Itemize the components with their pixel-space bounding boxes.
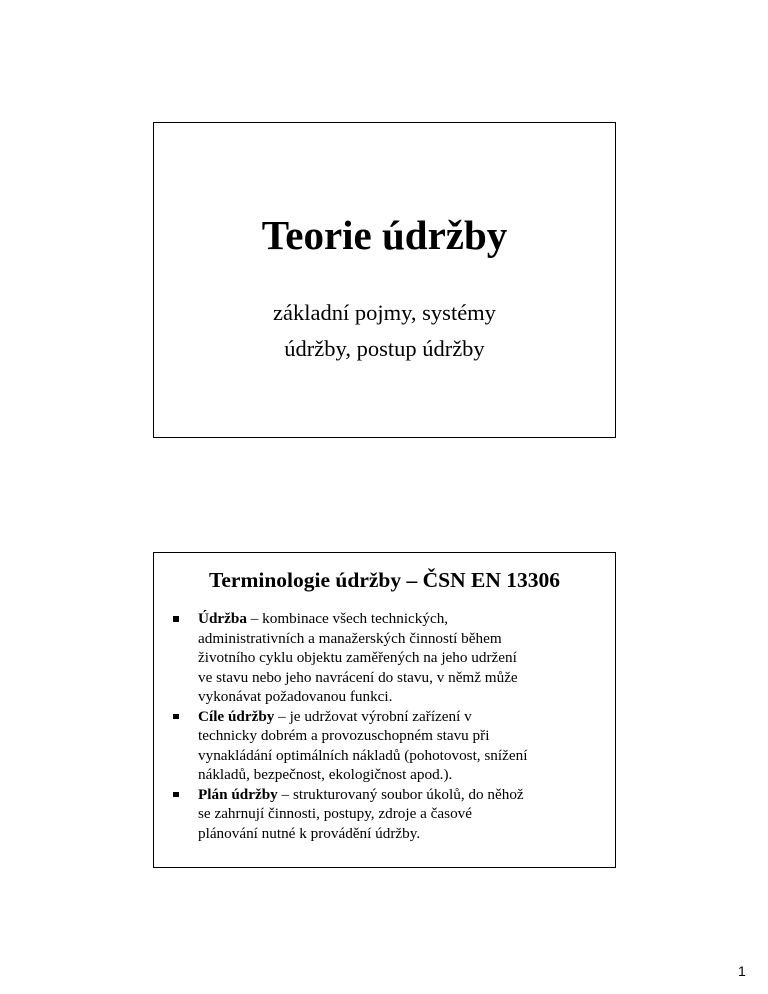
page-number: 1 bbox=[738, 963, 746, 979]
slide-1-subtitle-line-2: údržby, postup údržby bbox=[284, 336, 485, 361]
bullet-text: administrativních a manažerských činností během bbox=[198, 629, 502, 647]
bullet-text: vynakládání optimálních nákladů (pohotovost, snížení bbox=[198, 746, 528, 764]
slide-1-subtitle bbox=[154, 295, 615, 367]
bullet-text: nákladů, bezpečnost, ekologičnost apod.). bbox=[198, 766, 453, 783]
bullet-item-cile-udrzby bbox=[154, 707, 594, 785]
bullet-term: Cíle údržby bbox=[198, 707, 275, 725]
slide-1-subtitle-line-1: základní pojmy, systémy bbox=[273, 300, 496, 325]
square-bullet-icon bbox=[173, 616, 179, 622]
bullet-text: – strukturovaný soubor úkolů, do něhož bbox=[277, 785, 524, 803]
bullet-text: – je udržovat výrobní zařízení v bbox=[274, 707, 472, 725]
bullet-term: Plán údržby bbox=[198, 785, 278, 803]
slide-2-title: Terminologie údržby – ČSN EN 13306 bbox=[209, 568, 560, 592]
bullet-text: vykonávat požadovanou funkci. bbox=[198, 688, 393, 705]
bullet-text: – kombinace všech technických, bbox=[246, 610, 449, 627]
bullet-term: Údržba bbox=[198, 610, 247, 627]
slide-1 bbox=[153, 122, 616, 438]
bullet-text: se zahrnují činnosti, postupy, zdroje a časové bbox=[198, 805, 472, 822]
bullet-text: ve stavu nebo jeho navrácení do stavu, v němž může bbox=[198, 668, 518, 686]
bullet-list bbox=[154, 609, 594, 843]
square-bullet-icon bbox=[173, 714, 179, 720]
bullet-item-plan-udrzby bbox=[154, 785, 594, 844]
bullet-item-udrzba bbox=[154, 609, 594, 707]
square-bullet-icon bbox=[173, 792, 179, 798]
slide-2 bbox=[153, 552, 616, 868]
bullet-text: technicky dobrém a provozuschopném stavu při bbox=[198, 727, 490, 744]
bullet-text: životního cyklu objektu zaměřených na jeho udržení bbox=[198, 649, 517, 666]
bullet-text: plánování nutné k provádění údržby. bbox=[198, 824, 421, 842]
slide-1-title: Teorie údržby bbox=[261, 212, 508, 258]
